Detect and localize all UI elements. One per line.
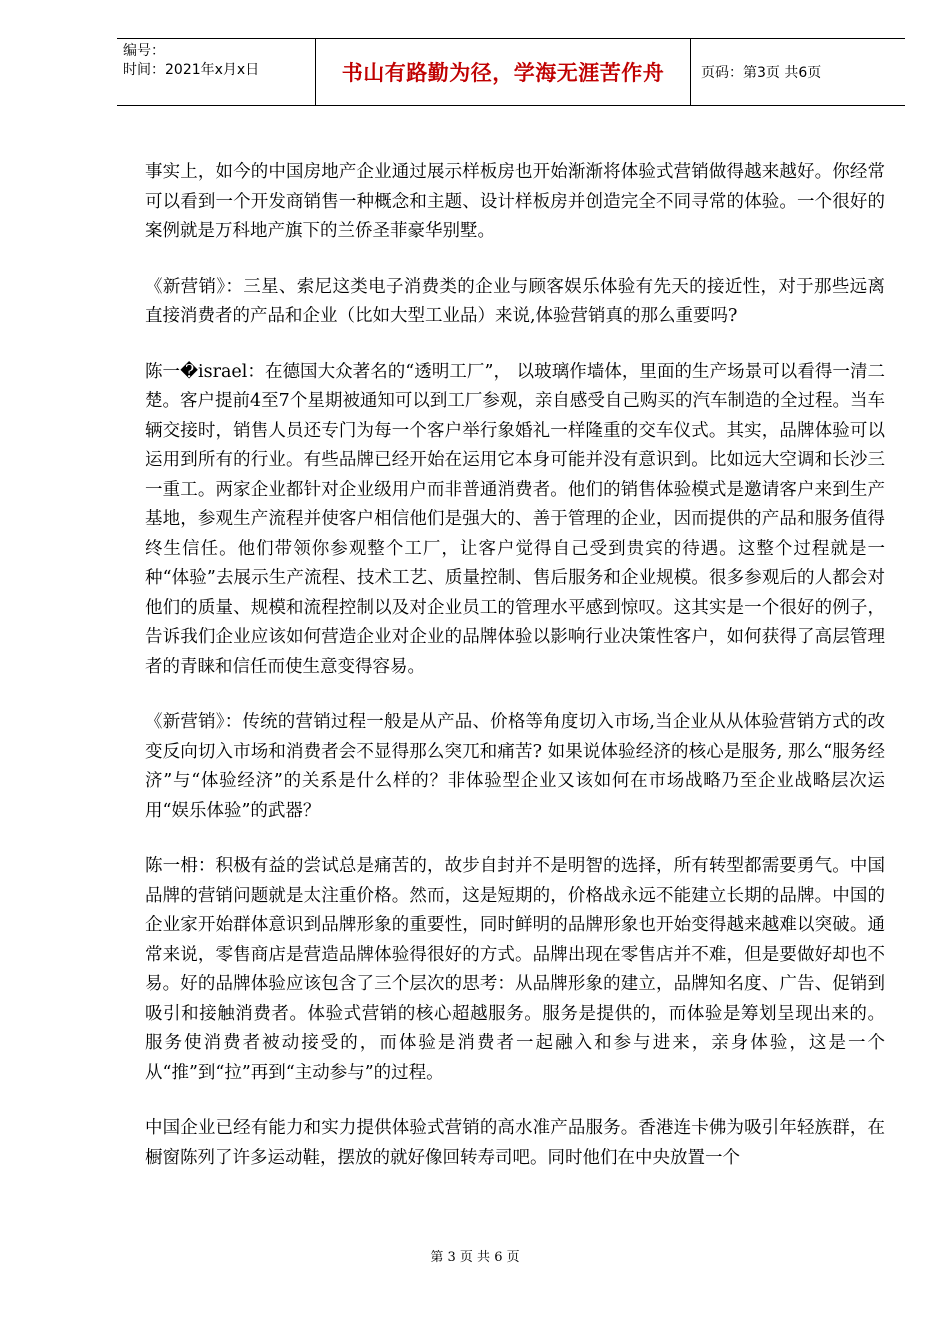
header-page-info <box>691 39 905 105</box>
body-paragraph: 陈一�israel：在德国大众著名的“透明工厂”， 以玻璃作墙体，里面的生产场景可以看得一清二楚。客户提前4至7个星期被通知可以到工厂参观，亲自感受自己购买的汽车制造的全过程。当车辆交接时，销售人员还专门为每一个客户举行象婚礼一样隆重的交车仪式。其实，品牌体验可以运用到所有的行业。有些品牌已经开始在运用它本身可能并没有意识到。比如远大空调和长沙三一重工。两家企业都针对企业级用户而非普通消费者。他们的销售体验模式是邀请客户来到生产基地，参观生产流程并使客户相信他们是强大的、善于管理的企业，因而提供的产品和服务值得终生信任。他们带领你参观整个工厂，让客户觉得自己受到贵宾的待遇。这整个过程就是一种“体验”去展示生产流程、技术工艺、质量控制、售后服务和企业规模。很多参观后的人都会对他们的质量、规模和流程控制以及对企业员工的管理水平感到惊叹。这其实是一个很好的例子，告诉我们企业应该如何营造企业对企业的品牌体验以影响行业决策性客户，如何获得了高层管理者的青睐和信任而使生意变得容易。 <box>145 361 885 677</box>
header-meta <box>117 39 315 105</box>
header-page-label: 页码：第3页 共6页 <box>701 65 822 81</box>
header-motto-cell <box>315 39 691 105</box>
body-paragraph: 《新营销》：传统的营销过程一般是从产品、价格等角度切入市场,当企业从从体验营销方式的改变反向切入市场和消费者会不显得那么突兀和痛苦? 如果说体验经济的核心是服务, 那么“服务经济”与“体验经济”的关系是什么样的？非体验型企业又该如何在市场战略乃至企业战略层次运用“娱乐体验”的武器？ <box>145 712 885 821</box>
body-paragraph: 事实上，如今的中国房地产企业通过展示样板房也开始渐渐将体验式营销做得越来越好。你经常可以看到一个开发商销售一种概念和主题、设计样板房并创造完全不同寻常的体验。一个很好的案例就是万科地产旗下的兰侨圣菲豪华别墅。 <box>145 162 885 241</box>
page-footer <box>0 1246 950 1265</box>
footer-page-number: 第 3 页 共 6 页 <box>430 1250 520 1265</box>
body-paragraph: 中国企业已经有能力和实力提供体验式营销的高水准产品服务。香港连卡佛为吸引年轻族群，在橱窗陈列了许多运动鞋，摆放的就好像回转寿司吧。同时他们在中央放置一个 <box>145 1118 885 1168</box>
document-number-label: 编号： <box>123 43 165 59</box>
body-paragraph: 陈一枏：积极有益的尝试总是痛苦的，故步自封并不是明智的选择，所有转型都需要勇气。中国品牌的营销问题就是太注重价格。然而，这是短期的，价格战永远不能建立长期的品牌。中国的企业家开始群体意识到品牌形象的重要性，同时鲜明的品牌形象也开始变得越来越难以突破。通常来说，零售商店是营造品牌体验得很好的方式。品牌出现在零售店并不难，但是要做好却也不易。好的品牌体验应该包含了三个层次的思考：从品牌形象的建立，品牌知名度、广告、促销到吸引和接触消费者。体验式营销的核心超越服务。服务是提供的，而体验是筹划呈现出来的。 服务使消费者被动接受的，而体验是消费者一起融入和参与进来，亲身体验，这是一个从“推”到“拉”再到“主动参与”的过程。 <box>145 856 885 1083</box>
page-header <box>117 38 905 106</box>
document-body <box>145 158 885 1199</box>
header-motto: 书山有路勤为径，学海无涯苦作舟 <box>341 61 665 85</box>
body-paragraph: 《新营销》：三星、索尼这类电子消费类的企业与顾客娱乐体验有先天的接近性，对于那些远离直接消费者的产品和企业（比如大型工业品）来说,体验营销真的那么重要吗? <box>145 276 885 326</box>
document-time-label: 时间：2021年x月x日 <box>123 62 260 78</box>
